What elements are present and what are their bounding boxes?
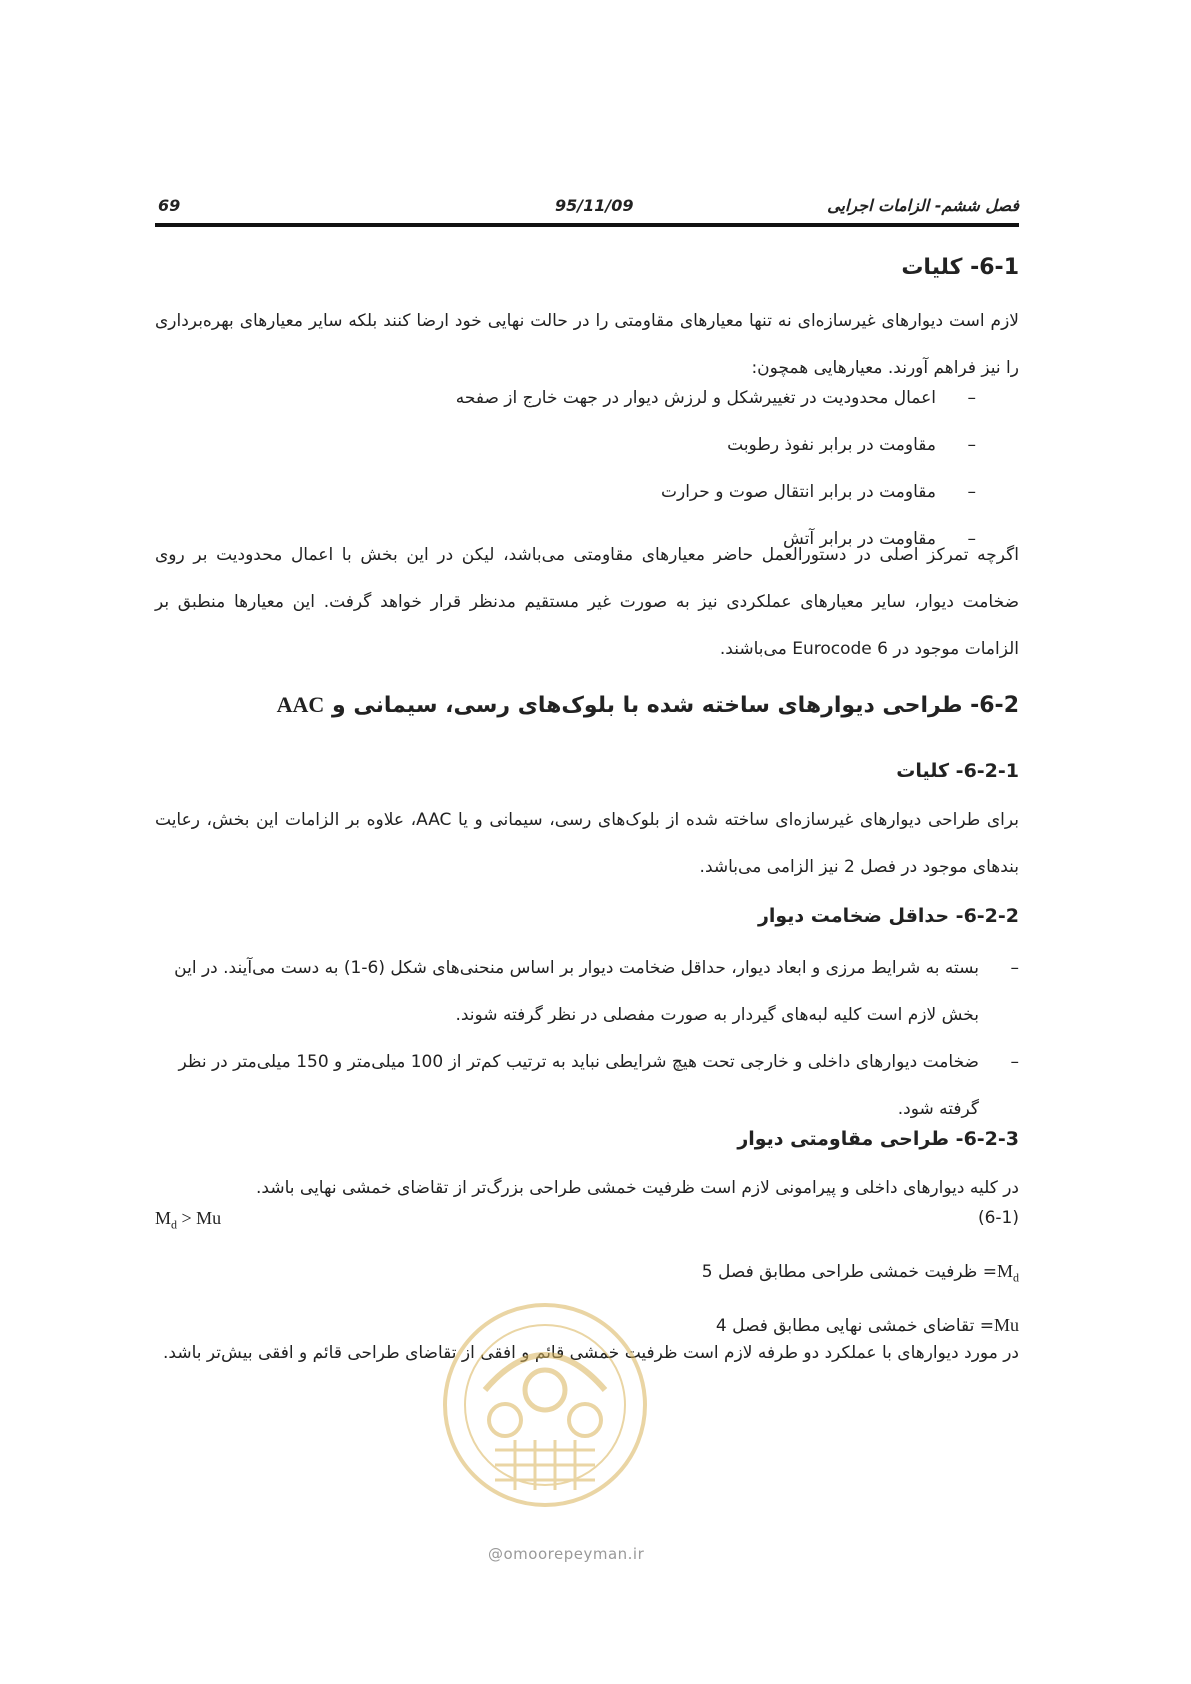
section-6-1-body: اگرچه تمرکز اصلی در دستورالعمل حاضر معیارهای مقاومتی می‌باشد، لیکن در این بخش با اعمال محدودیت بر روی ضخامت دیوار، سایر معیارهای عملکردی نیز به صورت غیر مستقیم مدنظر قرار خواهد گرفت. این معیارها منطبق بر الزامات موجود در Eurocode 6 می‌باشند.: [155, 545, 1019, 659]
section-6-1-intro: لازم است دیوارهای غیرسازه‌ای نه تنها معیارهای مقاومتی را در حالت نهایی خود ارضا کنند بلکه سایر معیارهای بهره‌برداری را نیز فراهم آورند. معیارهایی همچون:: [155, 311, 1019, 378]
header-date: 95/11/09: [555, 196, 634, 215]
symbol-mu: Mu: [993, 1314, 1019, 1335]
section-heading-6-2: [277, 692, 1019, 718]
section-heading-6-2-text: 6-2- طراحی دیوارهای ساخته شده با بلوک‌های رسی، سیمانی و: [332, 693, 1019, 718]
section-heading-6-2-1: 6-2-1- کلیات: [896, 760, 1019, 782]
section-6-2-3-intro: در کلیه دیوارهای داخلی و پیرامونی لازم است ظرفیت خمشی طراحی بزرگ‌تر از تقاضای خمشی نهایی باشد.: [256, 1178, 1019, 1198]
equation-number: (6-1): [977, 1208, 1019, 1228]
section-6-2-1-body: برای طراحی دیوارهای غیرسازه‌ای ساخته شده از بلوک‌های رسی، سیمانی و یا AAC، علاوه بر الزامات این بخش، رعایت بندهای موجود در فصل 2 نیز الزامی می‌باشد.: [155, 810, 1019, 877]
header-page-number: 69: [158, 196, 181, 215]
dash-bullet-icon: –: [967, 435, 976, 455]
section-heading-6-1: 6-1- کلیات: [901, 255, 1019, 280]
equation-expression: $M_d > Mu$: [155, 1208, 222, 1232]
watermark-site: @omoorepeyman.ir: [488, 1545, 645, 1563]
equation-6-1: [155, 1208, 1019, 1248]
list-item: – مقاومت در برابر انتقال صوت و حرارت: [155, 469, 976, 516]
dash-bullet-icon: –: [967, 388, 976, 408]
symbol-md: $M_d$: [996, 1261, 1019, 1285]
dash-bullet-icon: –: [967, 482, 976, 502]
list-item: – اعمال محدودیت در تغییرشکل و لرزش دیوار در جهت خارج از صفحه: [155, 375, 976, 422]
header-divider: [155, 223, 1019, 227]
dash-bullet-icon: –: [1010, 1052, 1019, 1072]
list-item: – مقاومت در برابر نفوذ رطوبت: [155, 422, 976, 469]
definition-md: $M_d=$ ظرفیت خمشی طراحی مطابق فصل 5: [701, 1261, 1019, 1285]
header-chapter-title: فصل ششم- الزامات اجرایی: [827, 196, 1019, 215]
thickness-list: [155, 945, 1019, 1133]
section-6-2-3-body: در مورد دیوارهای با عملکرد دو طرفه لازم است ظرفیت خمشی قائم و افقی از تقاضای طراحی قائم و افقی بیش‌تر باشد.: [163, 1343, 1019, 1363]
definition-mu: Mu= تقاضای خمشی نهایی مطابق فصل 4: [715, 1314, 1019, 1336]
section-heading-6-2-2: 6-2-2- حداقل ضخامت دیوار: [757, 905, 1019, 927]
list-item: – ضخامت دیوارهای داخلی و خارجی تحت هیچ شرایطی نباید به ترتیب کم‌تر از 100 میلی‌متر و 150 میلی‌متر در نظر گرفته شود.: [155, 1039, 1019, 1133]
section-heading-6-2-latin: AAC: [276, 692, 325, 717]
dash-bullet-icon: –: [1010, 958, 1019, 978]
list-item: – بسته به شرایط مرزی و ابعاد دیوار، حداقل ضخامت دیوار بر اساس منحنی‌های شکل (6-1) به دست می‌آیند. در این بخش لازم است کلیه لبه‌های گیردار به صورت مفصلی در نظر گرفته شوند.: [155, 945, 1019, 1039]
dash-bullet-icon: –: [967, 529, 976, 549]
section-heading-6-2-3: 6-2-3- طراحی مقاومتی دیوار: [737, 1128, 1019, 1150]
list-item: – مقاومت در برابر آتش: [155, 516, 976, 563]
